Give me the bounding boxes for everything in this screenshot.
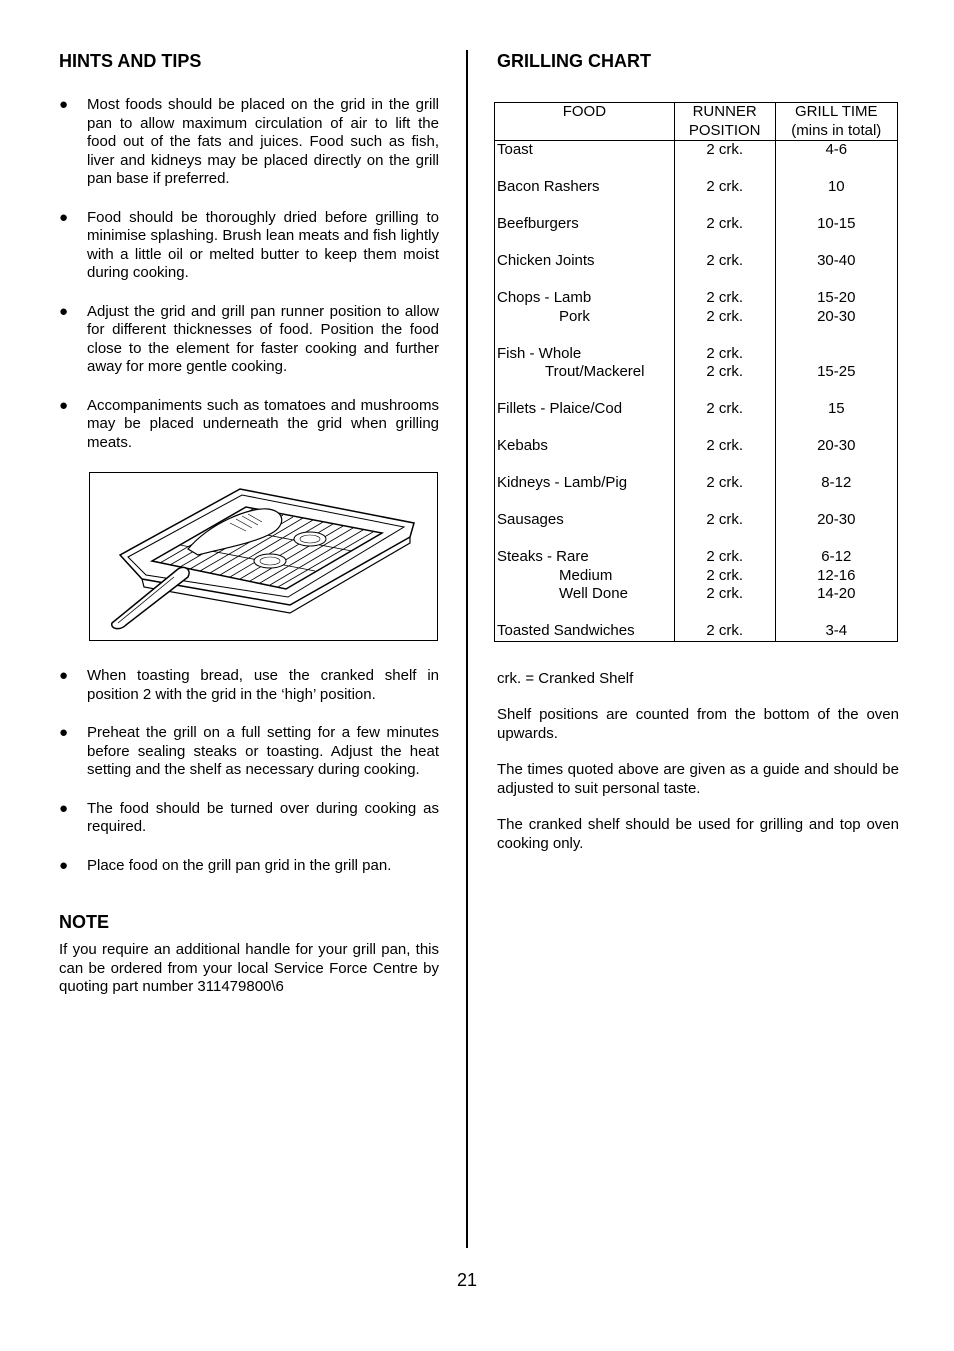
table-row: Steaks - Rare 2 crk. 6-12 [495, 548, 898, 567]
table-row: Toast 2 crk. 4-6 [495, 141, 898, 160]
legend-note: crk. = Cranked Shelf [497, 669, 634, 687]
hint-item: ● When toasting bread, use the cranked shelf in position 2 with the grid in the ‘high’ position. [59, 667, 439, 703]
table-row: Fish - Whole 2 crk. [495, 345, 898, 364]
grill-pan-illustration [89, 472, 438, 641]
hint-item: ● Most foods should be placed on the grid in the grill pan to allow maximum circulation of air to lift the food out of the fats and juices. Food such as fish, liver and kidneys may be placed directly on the grill pan base if preferred. [59, 96, 439, 187]
table-header [495, 103, 898, 141]
hint-item: ● Food should be thoroughly dried before grilling to minimise splashing. Brush lean meats and fish lightly with a little oil or melted butter to keep them moist during cooking. [59, 208, 439, 281]
bullet-icon: ● [59, 667, 69, 684]
table-row: Toasted Sandwiches 2 crk. 3-4 [495, 622, 898, 641]
header-time: GRILL TIME (mins in total) [775, 103, 897, 141]
bullet-icon: ● [59, 396, 69, 414]
bullet-icon: ● [59, 96, 69, 113]
hint-item: ● Adjust the grid and grill pan runner position to allow for different thicknesses of food. Position the food close to the element for faster cooking and further away for more gentle cooking. [59, 302, 439, 375]
page-number: 21 [457, 1270, 478, 1290]
hints-title: HINTS AND TIPS [59, 51, 202, 71]
hints-list-top [59, 96, 439, 452]
grilling-table [494, 102, 898, 642]
note-title: NOTE [59, 912, 110, 932]
bullet-icon: ● [59, 799, 69, 817]
bullet-icon: ● [59, 856, 69, 874]
bullet-icon: ● [59, 724, 69, 741]
bullet-icon: ● [59, 208, 69, 226]
hints-list-bottom [59, 667, 439, 875]
table-row: Chicken Joints 2 crk. 30-40 [495, 252, 898, 271]
grill-pan-icon [90, 473, 437, 640]
table-row: Medium 2 crk. 12-16 [495, 567, 898, 586]
table-row: Chops - Lamb 2 crk. 15-20 [495, 289, 898, 308]
header-runner: RUNNER POSITION [674, 103, 775, 141]
table-row: Kidneys - Lamb/Pig 2 crk. 8-12 [495, 474, 898, 493]
hint-item: ● Accompaniments such as tomatoes and mushrooms may be placed underneath the grid when grilling meats. [59, 396, 439, 451]
shelf-note: Shelf positions are counted from the bottom of the oven upwards. [497, 706, 899, 742]
hint-item: ● Preheat the grill on a full setting for a few minutes before sealing steaks or toasting. Adjust the heat setting and the shelf as necessary during cooking. [59, 724, 439, 778]
table-row: Bacon Rashers 2 crk. 10 [495, 178, 898, 197]
header-food: FOOD [495, 103, 675, 141]
bullet-icon: ● [59, 302, 69, 320]
table-row: Beefburgers 2 crk. 10-15 [495, 215, 898, 234]
hints-column [59, 50, 439, 997]
table-row: Kebabs 2 crk. 20-30 [495, 437, 898, 456]
column-divider [466, 50, 468, 1248]
table-row: Well Done 2 crk. 14-20 [495, 585, 898, 604]
table-row: Fillets - Plaice/Cod 2 crk. 15 [495, 400, 898, 419]
chart-column [497, 50, 899, 853]
hint-item: ● The food should be turned over during cooking as required. [59, 799, 439, 835]
cranked-shelf-note: The cranked shelf should be used for grilling and top oven cooking only. [497, 816, 899, 852]
hint-item: ● Place food on the grill pan grid in the grill pan. [59, 856, 392, 874]
note-text: If you require an additional handle for your grill pan, this can be ordered from your local Service Force Centre by quoting part number 311479800\6 [59, 941, 439, 995]
table-row: Pork 2 crk. 20-30 [495, 308, 898, 327]
table-row: Sausages 2 crk. 20-30 [495, 511, 898, 530]
chart-title: GRILLING CHART [497, 51, 651, 71]
times-note: The times quoted above are given as a guide and should be adjusted to suit personal taste. [497, 761, 899, 797]
table-row: Trout/Mackerel 2 crk. 15-25 [495, 363, 898, 382]
